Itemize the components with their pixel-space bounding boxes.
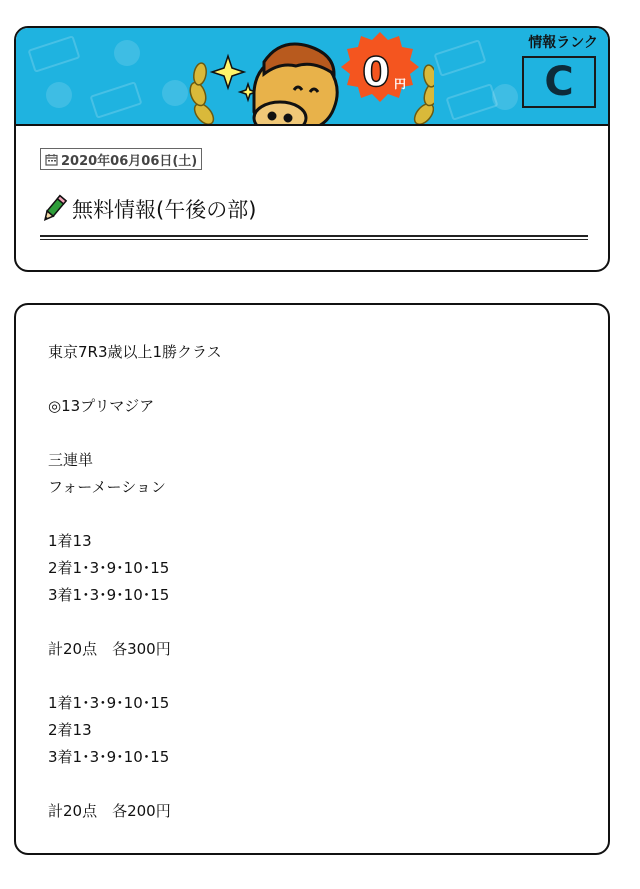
price-badge-number: 0 <box>362 50 390 96</box>
content-line: 2着1･3･9･10･15 <box>48 559 170 577</box>
pattern-tag-icon <box>433 39 486 77</box>
content-line: ◎13プリマジア <box>48 397 155 415</box>
pencil-icon <box>40 194 68 224</box>
content-line: 2着13 <box>48 721 92 739</box>
calendar-icon <box>45 153 58 166</box>
content-line: 東京7R3歳以上1勝クラス <box>48 343 222 361</box>
content-line <box>48 609 578 636</box>
date-badge <box>40 148 202 170</box>
price-badge-icon <box>341 32 419 102</box>
info-rank-value: C <box>522 56 596 108</box>
content-line <box>48 420 578 447</box>
content-line: 3着1･3･9･10･15 <box>48 748 170 766</box>
pattern-coin-icon <box>114 40 140 66</box>
free-info-content <box>48 339 578 825</box>
laurel-icon <box>411 64 434 126</box>
content-line: 計20点 各300円 <box>48 640 171 658</box>
content-line <box>48 663 578 690</box>
content-line: 三連単 <box>48 451 94 469</box>
info-header-card <box>14 26 610 272</box>
price-badge-unit: 円 <box>393 77 407 91</box>
info-rank-label: 情報ランク <box>528 35 598 51</box>
free-info-content-card <box>14 303 610 855</box>
content-line: 1着1･3･9･10･15 <box>48 694 170 712</box>
title-divider <box>40 239 588 240</box>
page-title: 無料情報(午後の部) <box>72 198 257 222</box>
content-line <box>48 366 578 393</box>
title-divider <box>40 235 588 237</box>
content-line: 計20点 各200円 <box>48 802 171 820</box>
pattern-tag-icon <box>27 35 80 73</box>
horse-mascot-icon <box>184 28 434 126</box>
free-info-banner <box>16 28 608 126</box>
content-line: フォーメーション <box>48 478 166 496</box>
pattern-coin-icon <box>46 82 72 108</box>
content-line <box>48 501 578 528</box>
content-line: 1着13 <box>48 532 92 550</box>
pattern-tag-icon <box>445 83 498 121</box>
sparkle-icon <box>212 56 256 100</box>
content-line: 3着1･3･9･10･15 <box>48 586 170 604</box>
title-row <box>40 194 256 224</box>
pattern-tag-icon <box>89 81 142 119</box>
post-date: 2020年06月06日(土) <box>61 153 198 169</box>
content-line <box>48 771 578 798</box>
